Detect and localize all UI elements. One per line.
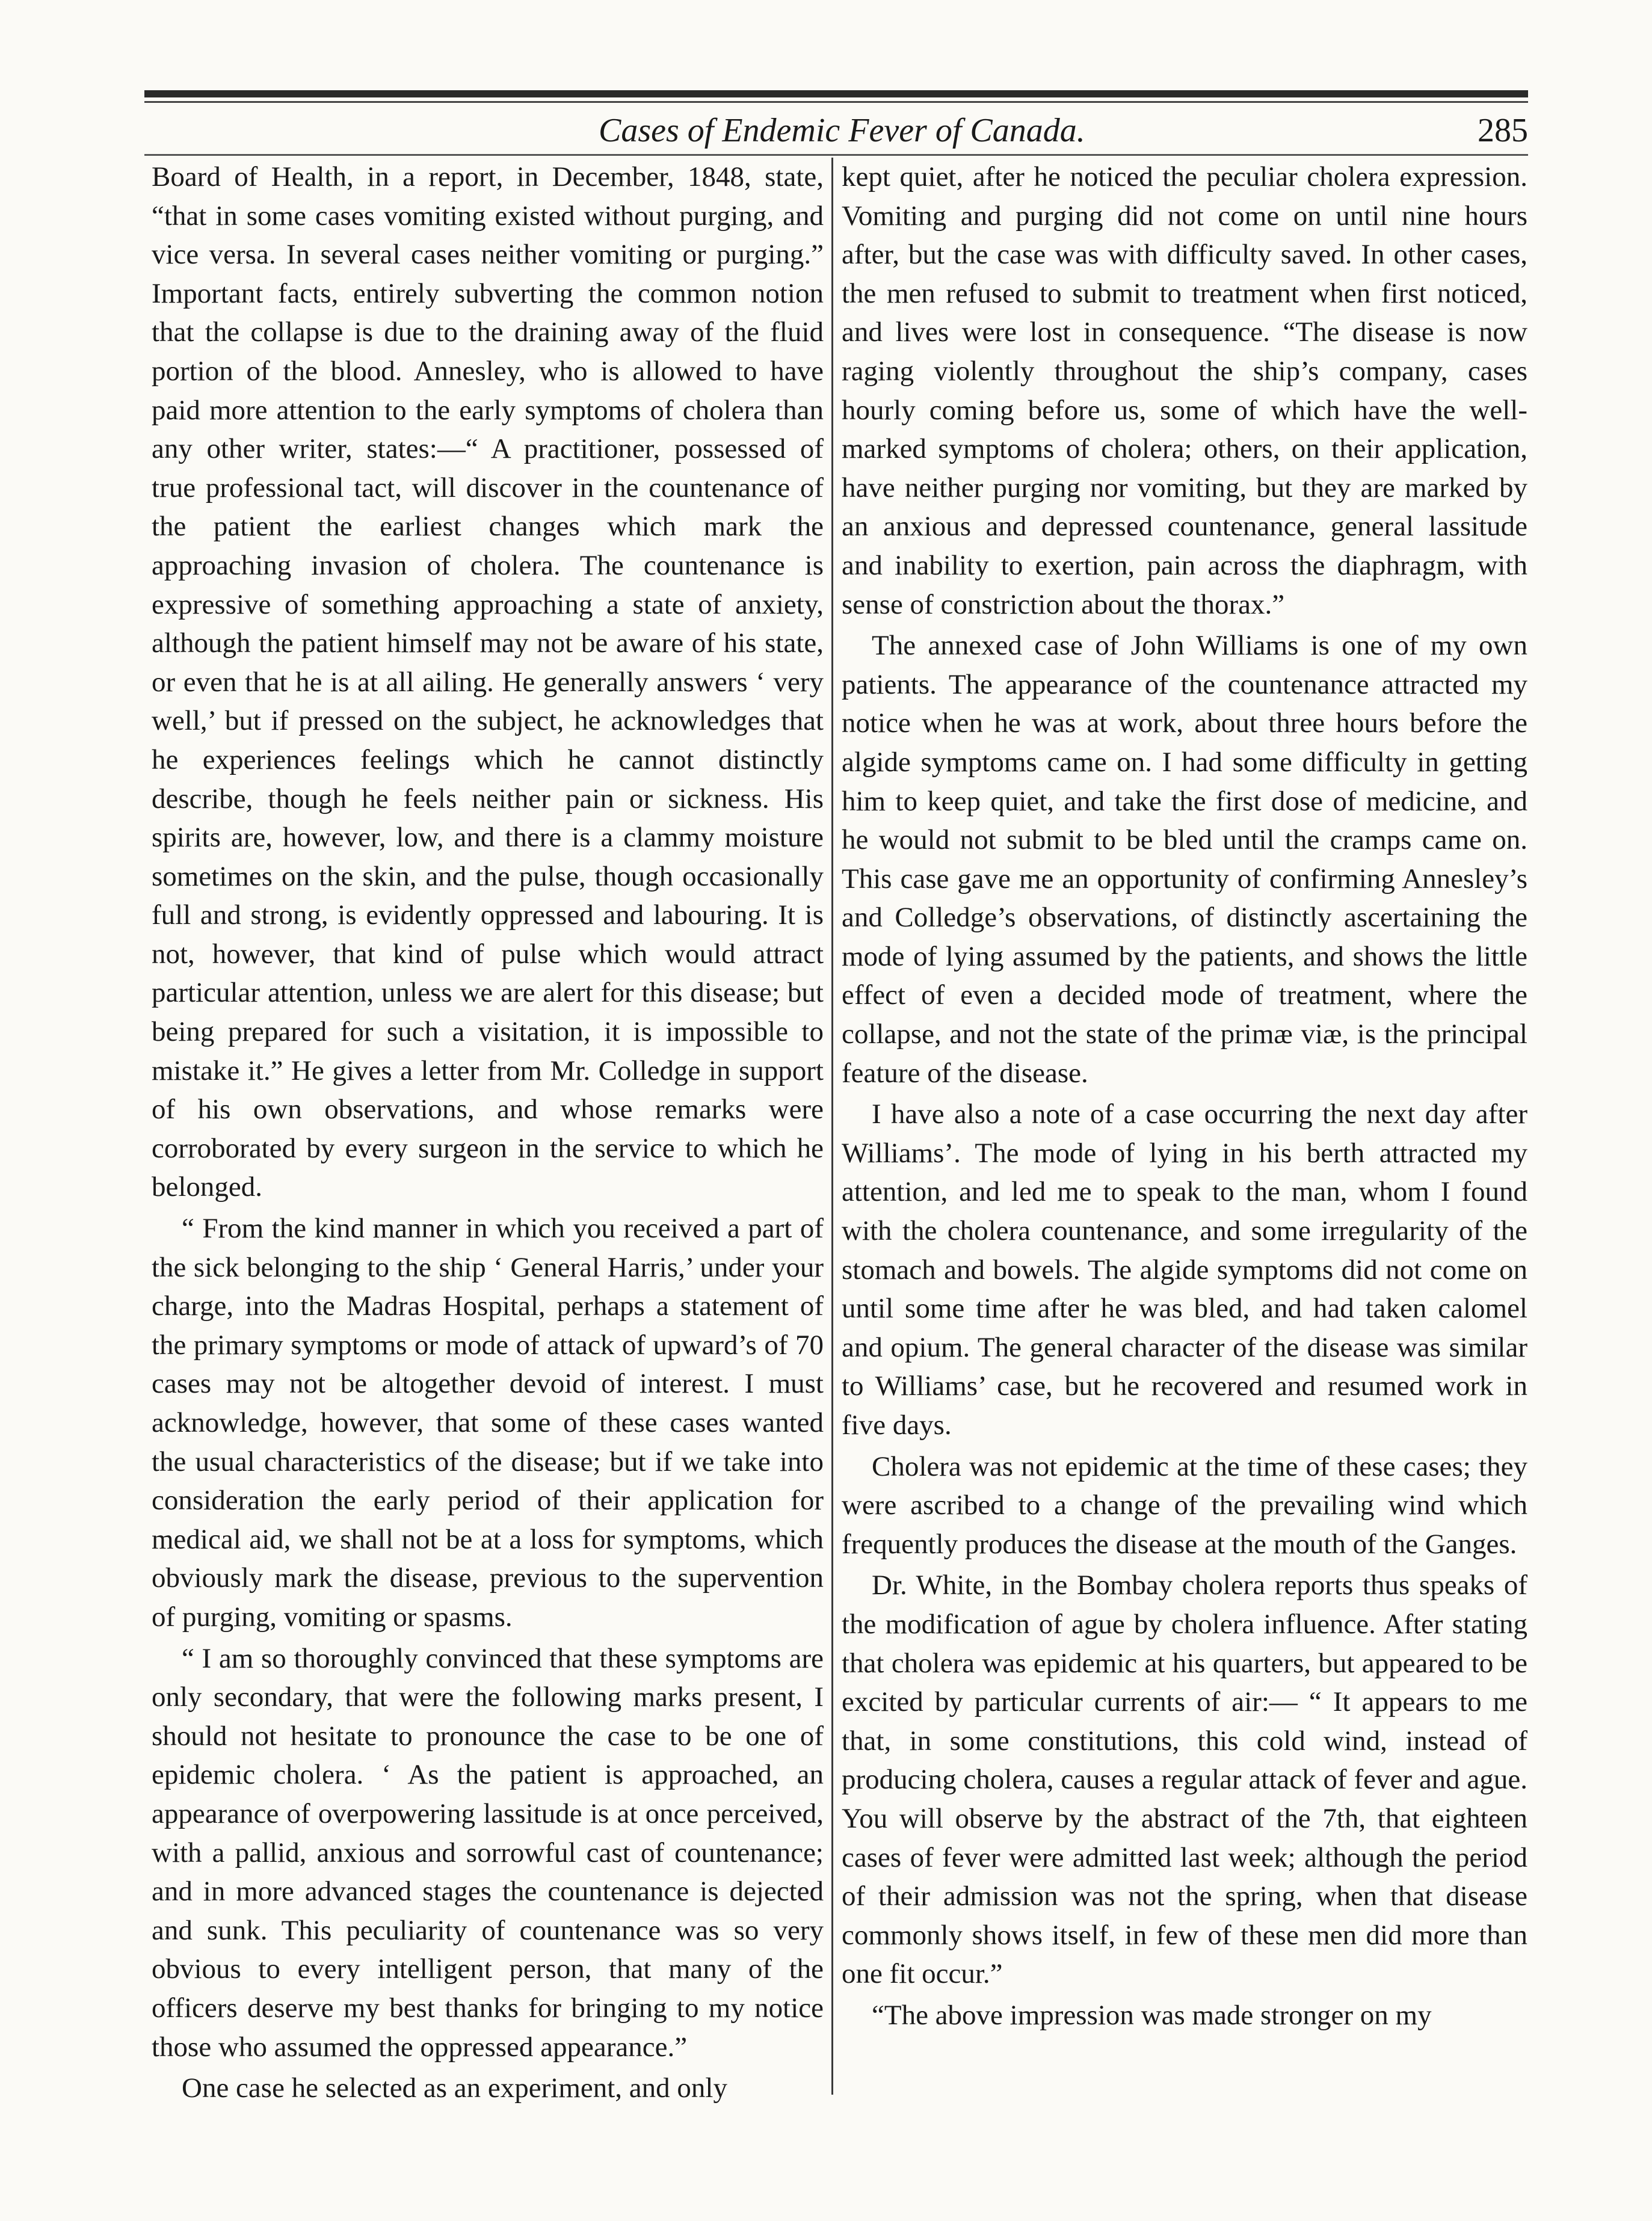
- paragraph: Board of Health, in a report, in December, 1848, state, “that in some cases vomiting existed without purging, and vice versa. In several cases neither vomiting or purging.” Important facts, entirely subverting the common notion that the collapse is due to the draining away of the fluid portion of the blood. Annesley, who is allowed to have paid more attention to the early symptoms of cholera than any other writer, states:—“ A practitioner, possessed of true professional tact, will discover in the countenance of the patient the earliest changes which mark the approaching invasion of cholera. The countenance is expressive of something approaching a state of anxiety, although the patient himself may not be aware of his state, or even that he is at all ailing. He generally answers ‘ very well,’ but if pressed on the subject, he acknowledges that he experiences feelings which he cannot distinctly describe, though he feels neither pain or sickness. His spirits are, however, low, and there is a clammy moisture sometimes on the skin, and the pulse, though occasionally full and strong, is evidently oppressed and labouring. It is not, however, that kind of pulse which would attract particular attention, unless we are alert for this disease; but being prepared for such a visitation, it is impossible to mistake it.” He gives a letter from Mr. Colledge in support of his own observations, and whose remarks were corroborated by every surgeon in the service to which he belonged.: [152, 161, 824, 1203]
- paragraph: “ From the kind manner in which you received a part of the sick belonging to the ship ‘ General Harris,’ under your charge, into the Madras Hospital, perhaps a statement of the primary symptoms or mode of attack of upward’s of 70 cases may not be altogether devoid of interest. I must acknowledge, however, that some of these cases wanted the usual characteristics of the disease; but if we take into consideration the early period of their application for medical aid, we shall not be at a loss for symptoms, which obviously mark the disease, previous to the supervention of purging, vomiting or spasms.: [152, 1213, 824, 1633]
- left-column: [152, 158, 824, 2108]
- running-title: Cases of Endemic Fever of Canada.: [599, 112, 1085, 149]
- paragraph: I have also a note of a case occurring the next day after Williams’. The mode of lying in his berth attracted my attention, and led me to speak to the man, whom I found with the cholera countenance, and some irregularity of the stomach and bowels. The algide symptoms did not come on until some time after he was bled, and had taken calomel and opium. The general character of the disease was similar to Williams’ case, but he recovered and resumed work in five days.: [842, 1098, 1527, 1441]
- paragraph: The annexed case of John Williams is one of my own patients. The appearance of the countenance attracted my notice when he was at work, about three hours before the algide symptoms came on. I had some difficulty in getting him to keep quiet, and take the first dose of medicine, and he would not submit to be bled until the cramps came on. This case gave me an opportunity of confirming Annesley’s and Colledge’s observations, of distinctly ascertaining the mode of lying assumed by the patients, and shows the little effect of even a decided mode of treatment, where the collapse, and not the state of the primæ viæ, is the principal feature of the disease.: [842, 630, 1527, 1089]
- page-number: 285: [1478, 112, 1528, 149]
- paragraph: “The above impression was made stronger on my: [872, 1999, 1432, 2031]
- header-underline: [144, 154, 1528, 156]
- paragraph: “ I am so thoroughly convinced that these symptoms are only secondary, that were the following marks present, I should not hesitate to pronounce the case to be one of epidemic cholera. ‘ As the patient is approached, an appearance of overpowering lassitude is at once perceived, with a pallid, anxious and sorrowful cast of countenance; and in more advanced stages the countenance is dejected and sunk. This peculiarity of countenance was so very obvious to every intelligent person, that many of the officers deserve my best thanks for bringing to my notice those who assumed the oppressed appearance.”: [152, 1642, 824, 2063]
- paragraph: Dr. White, in the Bombay cholera reports thus speaks of the modification of ague by cholera influence. After stating that cholera was epidemic at his quarters, but appeared to be excited by particular currents of air:— “ It appears to me that, in some constitutions, this cold wind, instead of producing cholera, causes a regular attack of fever and ague. You will observe by the abstract of the 7th, that eighteen cases of fever were admitted last week; although the period of their admission was not the spring, when that disease commonly shows itself, in few of these men did more than one fit occur.”: [842, 1569, 1527, 1990]
- right-column: [842, 158, 1527, 2035]
- column-divider: [831, 158, 833, 2095]
- paragraph: Cholera was not epidemic at the time of these cases; they were ascribed to a change of the prevailing wind which frequently produces the disease at the mouth of the Ganges.: [842, 1450, 1527, 1560]
- paragraph: One case he selected as an experiment, and only: [182, 2072, 727, 2104]
- paragraph: kept quiet, after he noticed the peculiar cholera expression. Vomiting and purging did not come on until nine hours after, but the case was with difficulty saved. In other cases, the men refused to submit to treatment when first noticed, and lives were lost in consequence. “The disease is now raging violently throughout the ship’s company, cases hourly coming before us, some of which have the well-marked symptoms of cholera; others, on their application, have neither purging nor vomiting, but they are marked by an anxious and depressed countenance, general lassitude and inability to exertion, pain across the diaphragm, with sense of constriction about the thorax.”: [842, 161, 1527, 620]
- header-rule-thick: [144, 90, 1528, 97]
- header-rule-thin: [144, 101, 1528, 103]
